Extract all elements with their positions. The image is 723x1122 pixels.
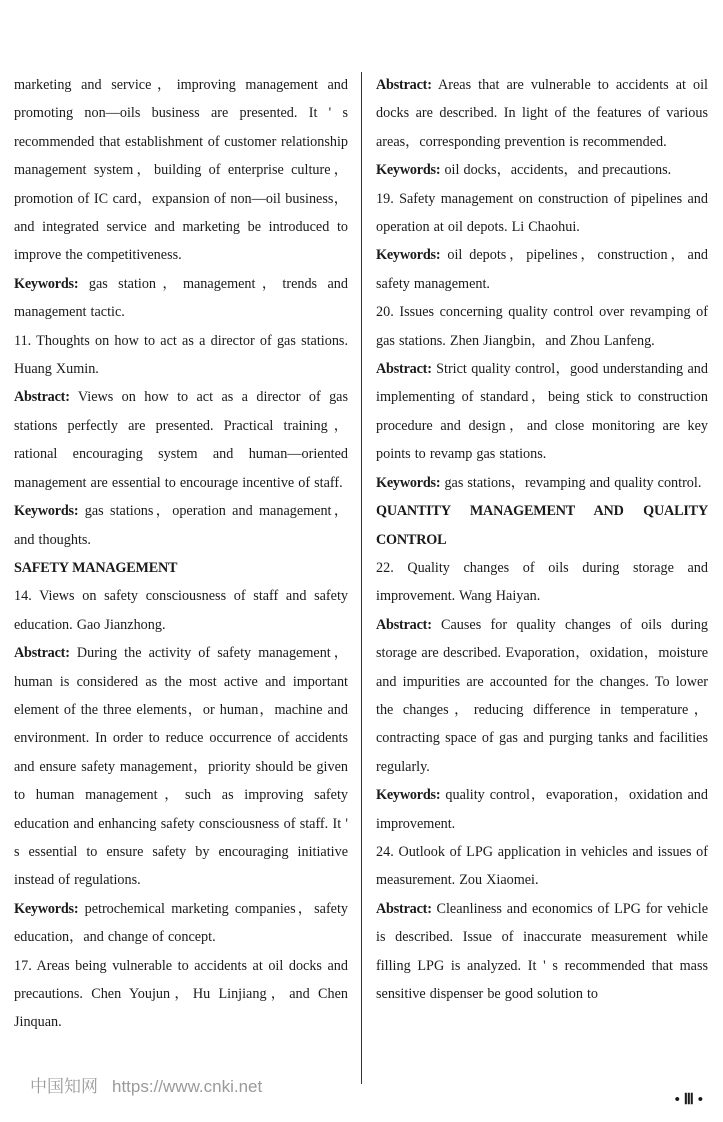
abstract-label: Abstract:	[14, 389, 70, 406]
keywords-paragraph	[376, 781, 708, 838]
page-number: • Ⅲ •	[674, 1092, 703, 1108]
keywords-label: Keywords:	[376, 162, 441, 179]
keywords-label: Keywords:	[14, 503, 79, 520]
right-column	[376, 71, 708, 1008]
abstract-label: Abstract:	[376, 616, 432, 633]
watermark-cn-text: 中国知网	[30, 1077, 98, 1096]
keywords-paragraph	[14, 270, 348, 327]
keywords-paragraph	[376, 156, 708, 184]
abstract-label: Abstract:	[376, 900, 432, 917]
keywords-label: Keywords:	[376, 787, 441, 804]
keywords-text: petrochemical marketing companies，safety education，and change of concept.	[14, 900, 348, 946]
abstract-label: Abstract:	[376, 77, 432, 93]
abstract-text: Cleanliness and economics of LPG for vehicle is described. Issue of inaccurate measurement while filling LPG is analyzed. It ' s recommended that mass sensitive dispenser be good solution to	[376, 900, 708, 1002]
abstract-text: Causes for quality changes of oils during storage are described. Evaporation，oxidation，moisture and impurities are accounted for the changes. To lower the changes，reducing difference in temperature，contracting space of gas and purging tanks and facilities regularly.	[376, 616, 708, 775]
article-title: 20. Issues concerning quality control over revamping of gas stations. Zhen Jiangbin，and Zhou Lanfeng.	[376, 304, 708, 349]
abstract-paragraph	[14, 639, 348, 895]
keywords-paragraph	[14, 497, 348, 554]
article-title: 22. Quality changes of oils during storage and improvement. Wang Haiyan.	[376, 559, 708, 605]
article-title: 14. Views on safety consciousness of staff and safety education. Gao Jianzhong.	[14, 588, 348, 633]
keywords-label: Keywords:	[14, 275, 79, 292]
watermark-url: https://www.cnki.net	[112, 1077, 263, 1096]
article-title: 24. Outlook of LPG application in vehicles and issues of measurement. Zou Xiaomei.	[376, 843, 708, 889]
keywords-paragraph	[376, 469, 708, 497]
abstract-paragraph	[376, 71, 708, 156]
keywords-label: Keywords:	[376, 474, 441, 491]
section-heading-safety: SAFETY MANAGEMENT	[14, 559, 178, 576]
keywords-label: Keywords:	[14, 900, 79, 917]
keywords-label: Keywords:	[376, 247, 441, 264]
abstract-paragraph	[376, 895, 708, 1009]
column-divider	[361, 72, 362, 1084]
cnki-watermark	[30, 1072, 262, 1097]
keywords-text: gas station，management，trends and management tactic.	[14, 275, 348, 321]
abstract-continuation: marketing and service，improving management and promoting non—oils business are presented. It ' s recommended that establishment of customer relationship management system，building of enterprise culture，promotion of IC card，expansion of non—oil business，and integrated service and marketing be introduced to improve the competitiveness.	[14, 77, 348, 264]
abstract-label: Abstract:	[14, 645, 70, 662]
abstract-paragraph	[376, 355, 708, 469]
abstract-paragraph	[376, 611, 708, 781]
left-column	[14, 71, 348, 1037]
article-title: 19. Safety management on construction of pipelines and operation at oil depots. Li Chaohui.	[376, 190, 708, 236]
article-title: 11. Thoughts on how to act as a director of gas stations. Huang Xumin.	[14, 332, 348, 378]
keywords-text: gas stations，revamping and quality control.	[444, 474, 702, 491]
keywords-paragraph	[376, 241, 708, 298]
abstract-text: Strict quality control，good understanding and implementing of standard，being stick to construction procedure and design，and close monitoring are key points to revamp gas stations.	[376, 361, 708, 463]
abstract-label: Abstract:	[376, 361, 432, 378]
keywords-paragraph	[14, 895, 348, 952]
keywords-text: gas stations，operation and management，and thoughts.	[14, 503, 349, 548]
abstract-text: During the activity of safety management，human is considered as the most active and important element of the three elements，or human，machine and environment. In order to reduce occurrence of accidents and ensure safety management，priority should be given to human management，such as improving safety education and enhancing safety consciousness of staff. It ' s essential to ensure safety by encouraging initiative instead of regulations.	[14, 645, 348, 889]
article-title: 17. Areas being vulnerable to accidents at oil docks and precautions. Chen Youjun，Hu Linjiang，and Chen Jinquan.	[14, 957, 348, 1031]
keywords-text: oil depots，pipelines，construction，and safety management.	[376, 247, 709, 292]
abstract-paragraph	[14, 383, 348, 497]
keywords-text: oil docks，accidents，and precautions.	[444, 162, 672, 179]
abstract-text: Areas that are vulnerable to accidents at oil docks are described. In light of the features of various areas，corresponding prevention is recommended.	[376, 77, 708, 150]
section-heading-quality: QUANTITY MANAGEMENT AND QUALITY CONTROL	[376, 503, 708, 548]
abstract-text: Views on how to act as a director of gas stations perfectly are presented. Practical training，rational encouraging system and human—oriented management are essential to encourage incentive of staff.	[14, 389, 348, 491]
keywords-text: quality control，evaporation，oxidation and improvement.	[376, 787, 708, 832]
